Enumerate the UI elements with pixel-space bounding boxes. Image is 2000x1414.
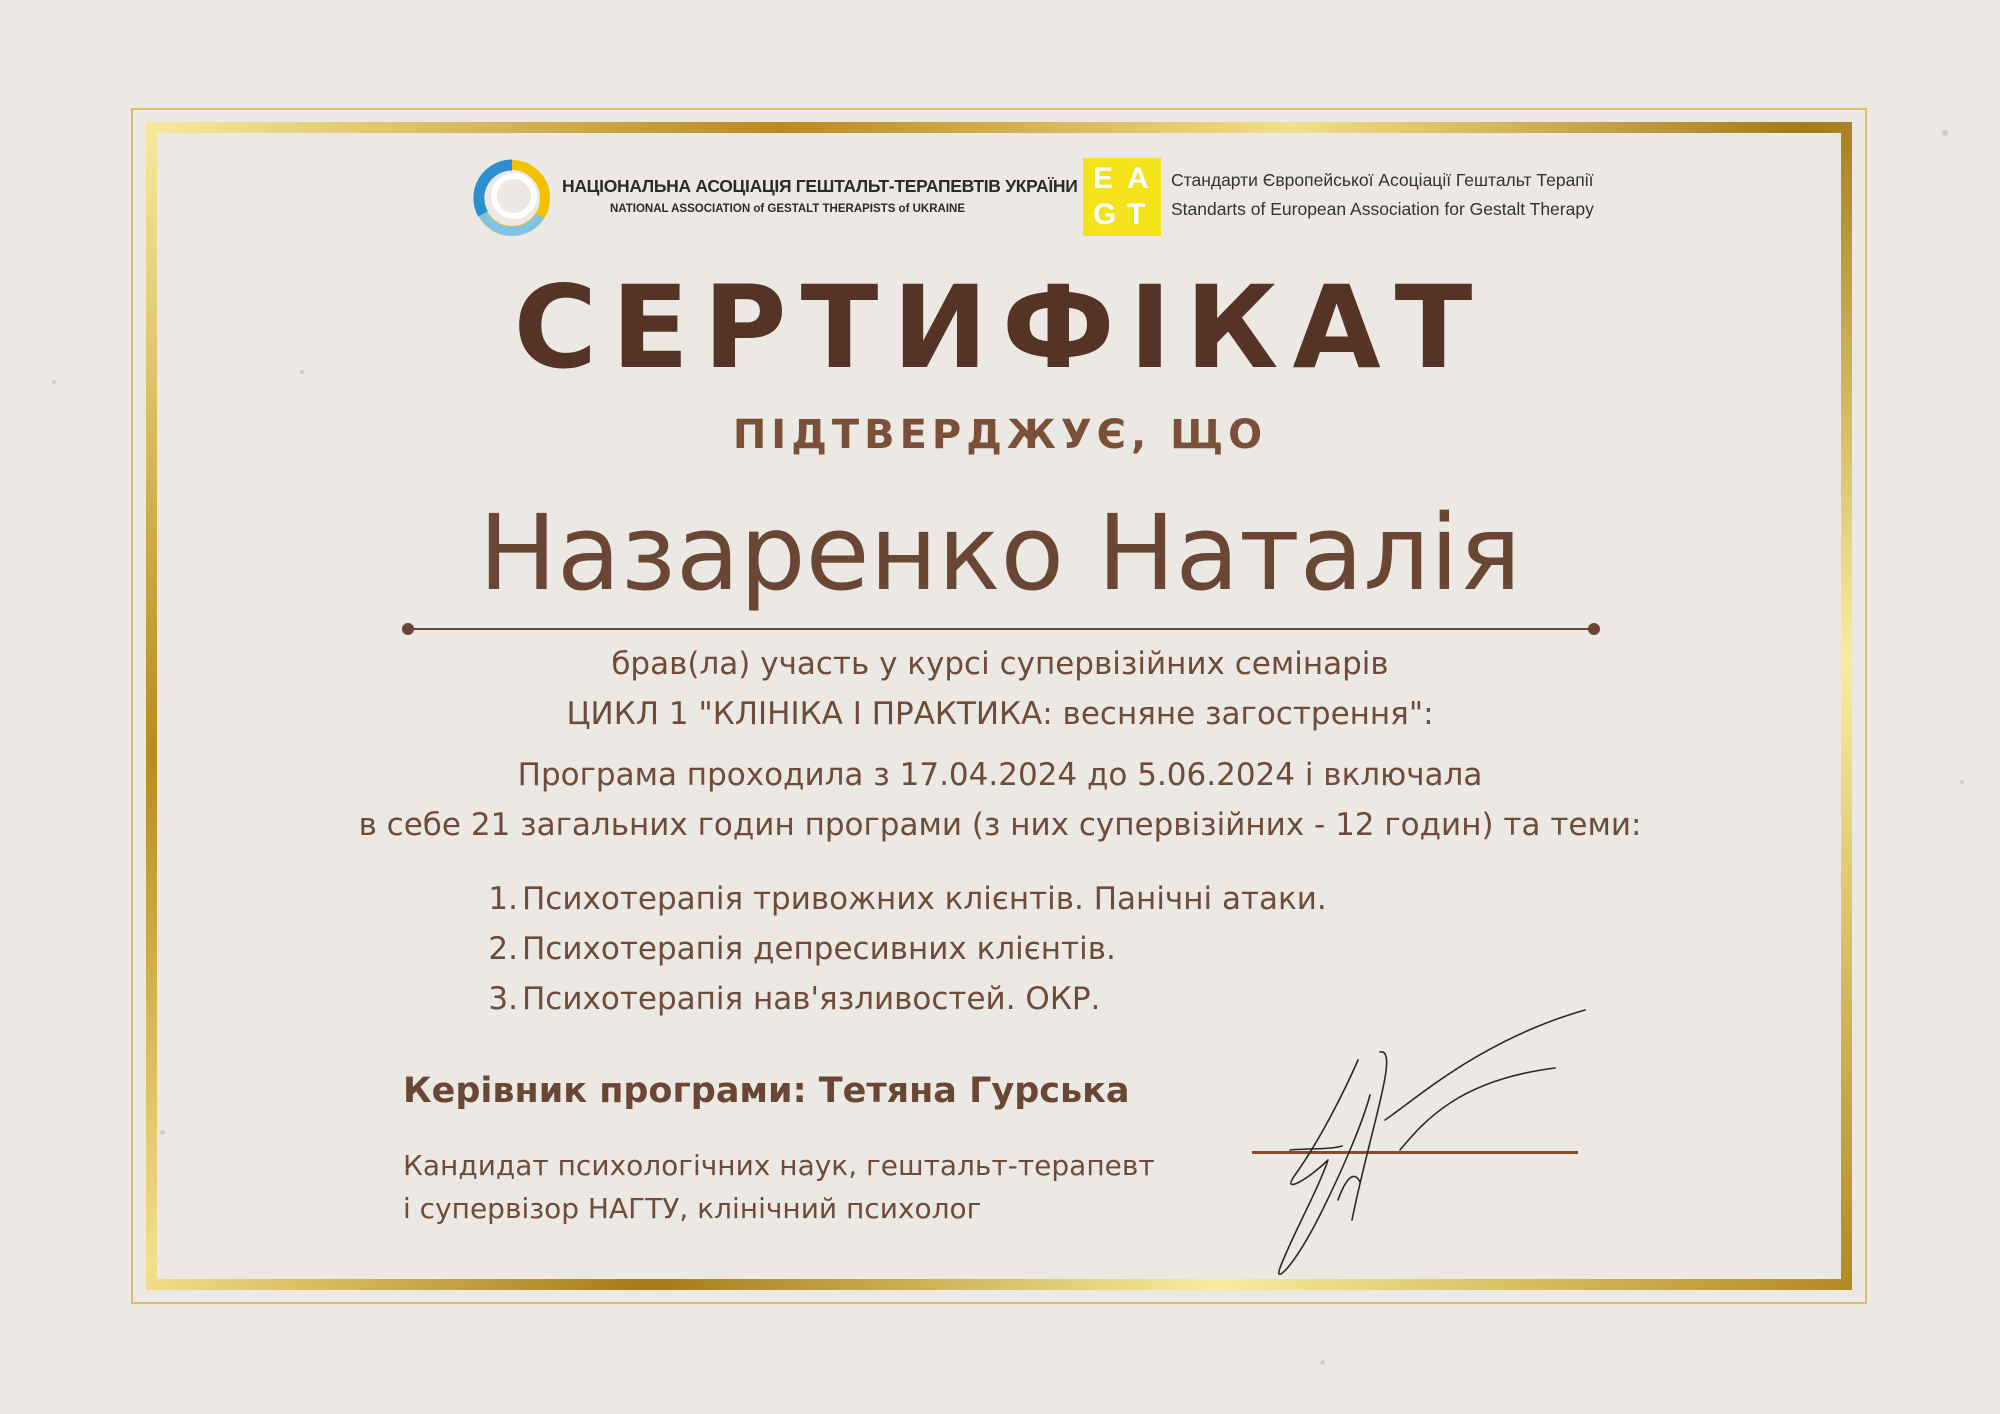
cycle-title: ЦИКЛ 1 "КЛІНІКА І ПРАКТИКА: весняне загострення": [566,696,1434,732]
certificate-subtitle: ПІДТВЕРДЖУЄ, ЩО [732,412,1268,458]
topic-number: 2. [488,931,518,967]
list-item [486,974,1327,1024]
program-director: Керівник програми: Тетяна Гурська [403,1071,1130,1111]
certificate-title: СЕРТИФІКАТ [513,261,1487,394]
list-item [486,874,1327,924]
topic-number: 1. [488,881,518,917]
topic-text: Психотерапія нав'язливостей. ОКР. [522,981,1101,1017]
org1-name-ua: НАЦІОНАЛЬНА АСОЦІАЦІЯ ГЕШТАЛЬТ-ТЕРАПЕВТІВ УКРАЇНИ [562,176,1078,196]
participation-text: брав(ла) участь у курсі супервізійних семінарів [611,646,1389,682]
org1-name-en: NATIONAL ASSOCIATION of GESTALT THERAPISTS of UKRAINE [610,203,966,215]
eagt-logo-mark [1083,158,1161,236]
program-hours: в себе 21 загальних годин програми (з них супервізійних - 12 годин) та теми: [358,807,1642,843]
topics-list [486,874,1327,1024]
nagtu-logo [470,154,1078,238]
topic-text: Психотерапія депресивних клієнтів. [522,931,1116,967]
topic-number: 3. [488,981,518,1017]
eagt-logo [1083,158,1594,238]
eagt-letter: A [1127,162,1149,195]
handwritten-signature [1250,1000,1610,1300]
eagt-letter: T [1127,198,1146,231]
recipient-name: Назаренко Наталія [478,492,1522,614]
org2-name-en: Standarts of European Association for Gestalt Therapy [1171,199,1594,219]
program-dates: Програма проходила з 17.04.2024 до 5.06.2024 і включала [517,757,1483,793]
list-item [486,924,1327,974]
paper-texture-speck [1320,1360,1325,1365]
name-underline-divider [402,622,1600,636]
eagt-letter: E [1093,162,1114,195]
paper-texture-speck [1942,130,1948,136]
credentials-line: Кандидат психологічних наук, гештальт-терапевт [403,1149,1155,1182]
director-credentials [403,1144,1155,1230]
credentials-line: і супервізор НАГТУ, клінічний психолог [403,1192,982,1225]
org2-name-ua: Стандарти Європейської Асоціації Гештальт Терапії [1171,170,1594,190]
nagtu-ring-icon [470,156,554,240]
eagt-letter: G [1093,198,1117,231]
topic-text: Психотерапія тривожних клієнтів. Панічні атаки. [522,881,1327,917]
